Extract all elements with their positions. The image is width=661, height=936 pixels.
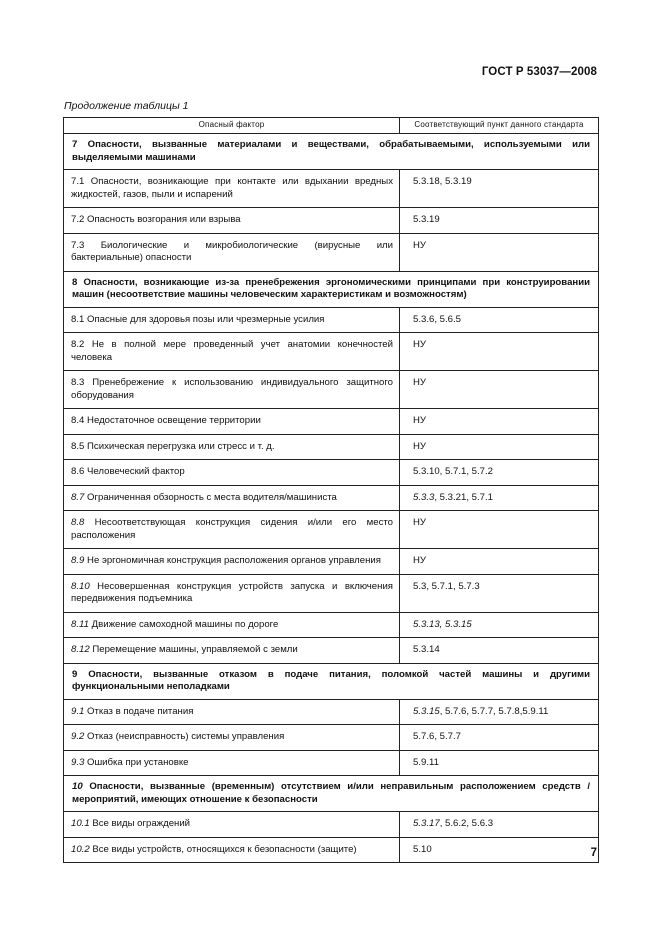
document-code: ГОСТ Р 53037—2008	[481, 66, 597, 78]
hazard-cell	[64, 725, 400, 751]
section-row	[64, 663, 599, 699]
item-number: 9.2	[71, 731, 85, 742]
page-number: 7	[590, 847, 597, 859]
clause-ref-italic: 5.3.13, 5.3.15	[413, 618, 472, 630]
clause-ref-cell	[400, 549, 599, 575]
table-row	[64, 511, 599, 549]
clause-ref-italic: 5.3.17	[413, 818, 440, 829]
clause-ref: , 5.7.6, 5.7.7, 5.7.8,5.9.11	[439, 705, 549, 717]
table-row	[64, 434, 599, 460]
table-continuation-label: Продолжение таблицы 1	[64, 100, 189, 112]
hazard-text: Пренебрежение к использованию индивидуального защитного оборудования	[71, 377, 393, 401]
section-number: 8	[72, 276, 78, 288]
table-row	[64, 725, 599, 751]
hazard-cell	[64, 333, 400, 371]
hazard-text: Все виды устройств, относящихся к безопасности (защите)	[92, 843, 357, 855]
section-row	[64, 134, 599, 170]
item-number: 8.8	[71, 517, 85, 528]
clause-ref: НУ	[413, 517, 427, 528]
item-number: 8.4	[71, 415, 85, 426]
table-row	[64, 208, 599, 234]
item-number: 7.2	[71, 214, 85, 225]
hazard-cell	[64, 549, 400, 575]
clause-ref-italic: 5.3.15	[413, 705, 440, 717]
table-row	[64, 699, 599, 725]
section-title: Опасности, вызванные отказом в подаче питания, поломкой частей машины и другими функциональными неполадками	[72, 668, 590, 692]
table-row	[64, 837, 599, 863]
clause-ref: НУ	[413, 555, 427, 566]
hazard-text: Несовершенная конструкция устройств запуска и включения передвижения подъемника	[71, 580, 393, 604]
clause-ref-cell	[400, 699, 599, 725]
clause-ref: НУ	[413, 239, 427, 251]
hazard-text: Отказ в подаче питания	[87, 705, 194, 717]
clause-ref: 5.3, 5.7.1, 5.7.3	[413, 580, 480, 592]
section-heading	[64, 663, 599, 699]
section-heading	[64, 134, 599, 170]
hazard-text: Опасность возгорания или взрыва	[87, 214, 241, 225]
clause-ref: , 5.3.21, 5.7.1	[434, 491, 494, 503]
item-number: 8.9	[71, 555, 85, 566]
hazard-text: Человеческий фактор	[87, 466, 185, 477]
hazard-text: Опасности, возникающие при контакте или вдыхании вредных жидкостей, газов, пыли и испарений	[71, 176, 394, 200]
clause-ref: НУ	[413, 440, 427, 452]
clause-ref: , 5.6.2, 5.6.3	[439, 818, 494, 829]
table-row	[64, 170, 599, 208]
clause-ref-cell	[400, 233, 599, 271]
table-row	[64, 233, 599, 271]
hazard-text: Ошибка при установке	[87, 756, 189, 768]
hazard-cell	[64, 574, 400, 612]
hazard-cell	[64, 460, 400, 486]
table-row	[64, 612, 599, 638]
hazard-text: Недостаточное освещение территории	[87, 415, 261, 426]
hazard-cell	[64, 170, 400, 208]
table-row	[64, 307, 599, 333]
table-row	[64, 409, 599, 435]
item-number: 10.1	[71, 818, 90, 829]
column-header-clause: Соответствующий пункт данного стандарта	[400, 118, 599, 134]
item-number: 8.2	[71, 339, 85, 350]
hazard-cell	[64, 434, 400, 460]
clause-ref-cell	[400, 333, 599, 371]
clause-ref: 5.10	[413, 843, 432, 855]
hazard-cell	[64, 511, 400, 549]
table-row	[64, 638, 599, 664]
clause-ref: 5.3.19	[413, 214, 440, 225]
hazard-cell	[64, 750, 400, 776]
hazard-text: Отказ (неисправность) системы управления	[87, 731, 285, 742]
clause-ref: НУ	[413, 377, 427, 388]
item-number: 8.6	[71, 466, 85, 477]
section-row	[64, 271, 599, 307]
column-header-hazard: Опасный фактор	[64, 118, 400, 134]
hazard-cell	[64, 485, 400, 511]
hazard-cell	[64, 307, 400, 333]
item-number: 9.1	[71, 705, 85, 717]
section-heading	[64, 776, 599, 812]
table-row	[64, 750, 599, 776]
table-row	[64, 549, 599, 575]
clause-ref-cell	[400, 725, 599, 751]
clause-ref-cell	[400, 409, 599, 435]
hazard-text: Не в полной мере проведенный учет анатомии конечностей человека	[71, 339, 393, 363]
hazards-table	[63, 117, 599, 863]
item-number: 8.10	[71, 580, 90, 592]
table-row	[64, 485, 599, 511]
table-row	[64, 574, 599, 612]
hazard-cell	[64, 409, 400, 435]
clause-ref: 5.3.18, 5.3.19	[413, 176, 472, 187]
hazard-cell	[64, 638, 400, 664]
item-number: 8.12	[71, 644, 90, 655]
hazard-text: Перемещение машины, управляемой с земли	[92, 644, 298, 655]
hazard-cell	[64, 371, 400, 409]
hazard-text: Ограниченная обзорность с места водителя/машиниста	[87, 491, 337, 503]
section-title: Опасности, вызванные (временным) отсутствием и/или неправильным расположением средств / мероприятий, имеющих отношение к безопасности	[72, 781, 591, 805]
clause-ref: НУ	[413, 339, 427, 350]
clause-ref-cell	[400, 371, 599, 409]
item-number: 8.11	[71, 618, 89, 630]
hazard-cell	[64, 612, 400, 638]
hazard-text: Опасные для здоровья позы или чрезмерные усилия	[87, 313, 325, 325]
hazard-text: Движение самоходной машины по дороге	[91, 618, 279, 630]
table-row	[64, 333, 599, 371]
hazard-cell	[64, 208, 400, 234]
clause-ref: 5.3.10, 5.7.1, 5.7.2	[413, 466, 494, 477]
hazard-text: Несоответствующая конструкция сидения и/или его место расположения	[71, 517, 393, 541]
item-number: 10.2	[71, 843, 90, 855]
hazard-cell	[64, 837, 400, 863]
hazard-cell	[64, 699, 400, 725]
hazard-text: Психическая перегрузка или стресс и т. д.	[87, 440, 275, 452]
item-number: 8.7	[71, 491, 85, 503]
item-number: 7.3	[71, 239, 85, 251]
item-number: 7.1	[71, 176, 85, 187]
section-number: 10	[72, 781, 83, 792]
table-row	[64, 460, 599, 486]
item-number: 8.3	[71, 377, 85, 388]
clause-ref-cell	[400, 460, 599, 486]
table-row	[64, 812, 599, 838]
clause-ref-italic: 5.3.3	[413, 491, 435, 503]
item-number: 8.1	[71, 313, 85, 325]
clause-ref-cell	[400, 170, 599, 208]
item-number: 8.5	[71, 440, 85, 452]
hazard-cell	[64, 812, 400, 838]
clause-ref-cell	[400, 750, 599, 776]
clause-ref: НУ	[413, 415, 427, 426]
clause-ref-cell	[400, 638, 599, 664]
clause-ref-cell	[400, 511, 599, 549]
clause-ref: 5.3.6, 5.6.5	[413, 313, 462, 325]
clause-ref: 5.9.11	[413, 756, 439, 768]
clause-ref-cell	[400, 208, 599, 234]
clause-ref-cell	[400, 837, 599, 863]
clause-ref-cell	[400, 434, 599, 460]
hazard-cell	[64, 233, 400, 271]
table-row	[64, 371, 599, 409]
hazard-text: Все виды ограждений	[92, 818, 191, 829]
clause-ref-cell	[400, 307, 599, 333]
clause-ref-cell	[400, 812, 599, 838]
clause-ref-cell	[400, 485, 599, 511]
section-number: 9	[72, 668, 78, 680]
section-title: Опасности, возникающие из-за пренебрежения эргономическими принципами при конструировании машин (несоответствие машины человеческим характеристикам и возможностям)	[72, 276, 590, 300]
item-number: 9.3	[71, 756, 85, 768]
clause-ref-cell	[400, 612, 599, 638]
clause-ref: 5.7.6, 5.7.7	[413, 731, 462, 742]
section-heading	[64, 271, 599, 307]
hazard-text: Не эргономичная конструкция расположения органов управления	[87, 555, 381, 566]
clause-ref: 5.3.14	[413, 644, 440, 655]
section-number: 7	[72, 139, 78, 150]
table-header-row	[64, 118, 599, 134]
section-row	[64, 776, 599, 812]
hazard-text: Биологические и микробиологические (вирусные или бактериальные) опасности	[71, 239, 394, 263]
clause-ref-cell	[400, 574, 599, 612]
section-title: Опасности, вызванные материалами и веществами, обрабатываемыми, используемыми или выделяемыми машинами	[72, 139, 590, 163]
